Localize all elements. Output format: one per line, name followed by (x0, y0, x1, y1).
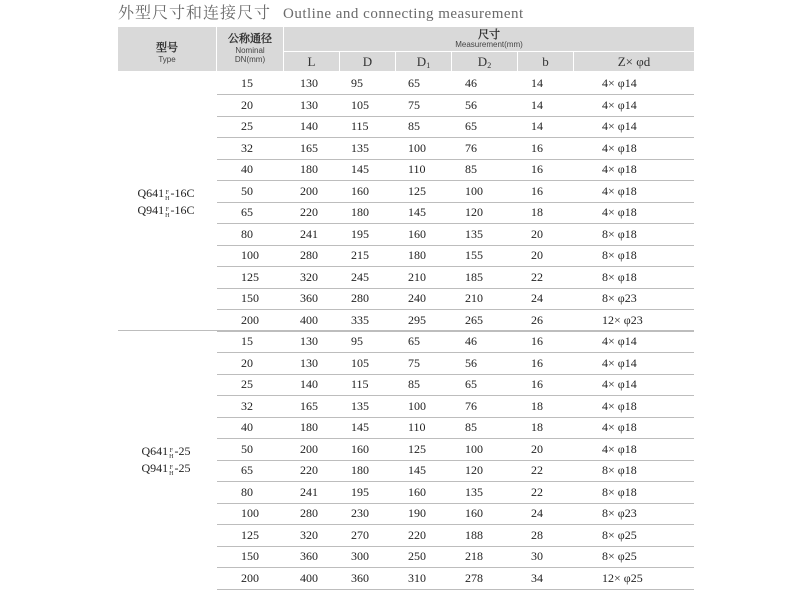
table-cell: 270 (351, 527, 369, 542)
header-nominal-dn (217, 27, 283, 71)
table-row (217, 525, 694, 547)
table-cell: 335 (351, 312, 369, 327)
table-cell: 80 (241, 226, 253, 241)
table-cell: 8× φ18 (602, 269, 637, 284)
table-cell: 140 (300, 119, 318, 133)
table-cell: 20 (531, 226, 543, 241)
table-cell: 150 (241, 549, 259, 563)
type-suffix-stack: F H (169, 465, 174, 477)
type-model: Q641 F H -16C (137, 186, 195, 202)
table-row (217, 245, 694, 267)
table-cell: 135 (351, 140, 369, 155)
table-cell: 130 (300, 334, 318, 348)
table-cell: 46 (465, 334, 477, 348)
table-cell: 180 (300, 162, 318, 176)
type-label (118, 185, 214, 219)
table-cell: 320 (300, 527, 318, 542)
table-cell: 160 (408, 226, 426, 241)
table-cell: 14 (531, 76, 543, 90)
table-row (217, 310, 694, 332)
table-row (217, 73, 694, 95)
table-cell: 220 (300, 205, 318, 219)
table-cell: 20 (241, 97, 253, 112)
table-cell: 150 (241, 291, 259, 305)
table-cell: 200 (300, 183, 318, 198)
table-cell: 4× φ18 (602, 205, 637, 219)
table-cell: 100 (241, 248, 259, 262)
table-cell: 360 (300, 291, 318, 305)
header-dn-en1: Nominal (235, 46, 265, 55)
table-cell: 8× φ18 (602, 463, 637, 477)
header-type-en: Type (158, 55, 176, 64)
table-cell: 180 (351, 205, 369, 219)
table-cell: 4× φ18 (602, 183, 637, 198)
table-cell: 280 (300, 506, 318, 520)
table-cell: 265 (465, 312, 483, 327)
table-cell: 100 (241, 506, 259, 520)
table-cell: 8× φ18 (602, 484, 637, 499)
table-cell: 241 (300, 226, 318, 241)
table-cell: 125 (241, 527, 259, 542)
table-cell: 20 (241, 355, 253, 370)
table-cell: 180 (351, 463, 369, 477)
table-row (217, 267, 694, 289)
table-cell: 16 (531, 377, 543, 391)
table-cell: 280 (351, 291, 369, 305)
table-cell: 4× φ14 (602, 97, 637, 112)
table-cell: 245 (351, 269, 369, 284)
table-cell: 115 (351, 119, 369, 133)
table-cell: 4× φ14 (602, 334, 637, 348)
table-cell: 4× φ18 (602, 162, 637, 176)
table-cell: 210 (465, 291, 483, 305)
table-cell: 125 (241, 269, 259, 284)
table-cell: 8× φ18 (602, 226, 637, 241)
table-cell: 22 (531, 463, 543, 477)
table-cell: 32 (241, 398, 253, 413)
table-row (217, 159, 694, 181)
table-cell: 28 (531, 527, 543, 542)
table-row (217, 396, 694, 418)
table-cell: 220 (408, 527, 426, 542)
table-cell: 12× φ25 (602, 570, 643, 585)
table-cell: 95 (351, 334, 363, 348)
header-dn-zh: 公称通径 (228, 32, 272, 45)
table-cell: 85 (465, 162, 477, 176)
table-cell: 4× φ14 (602, 355, 637, 370)
table-cell: 4× φ14 (602, 377, 637, 391)
table-cell: 400 (300, 312, 318, 327)
table-cell: 65 (408, 334, 420, 348)
col-header-d2: $D_2$ (452, 52, 517, 71)
table-cell: 125 (408, 183, 426, 198)
table-cell: 76 (465, 140, 477, 155)
table-row (217, 181, 694, 203)
table-cell: 130 (300, 76, 318, 90)
header-type-zh: 型号 (156, 41, 178, 54)
type-model: Q941 F H -16C (137, 203, 195, 219)
table-cell: 26 (531, 312, 543, 327)
type-model: Q941 F H -25 (141, 461, 191, 477)
table-row (217, 503, 694, 525)
table-row (217, 460, 694, 482)
table-cell: 320 (300, 269, 318, 284)
type-model: Q641 F H -25 (141, 444, 191, 460)
table-row (217, 568, 694, 590)
table-cell: 8× φ25 (602, 549, 637, 563)
table-row (217, 95, 694, 117)
table-cell: 210 (408, 269, 426, 284)
table-cell: 295 (408, 312, 426, 327)
table-cell: 215 (351, 248, 369, 262)
table-cell: 4× φ14 (602, 76, 637, 90)
table-cell: 135 (465, 226, 483, 241)
table-cell: 110 (408, 420, 426, 434)
table-row (217, 116, 694, 138)
table-row (217, 224, 694, 246)
table-cell: 160 (465, 506, 483, 520)
table-cell: 400 (300, 570, 318, 585)
table-cell: 16 (531, 334, 543, 348)
table-cell: 65 (241, 463, 253, 477)
table-cell: 8× φ25 (602, 527, 637, 542)
table-cell: 195 (351, 226, 369, 241)
table-cell: 250 (408, 549, 426, 563)
table-cell: 8× φ23 (602, 506, 637, 520)
table-cell: 22 (531, 484, 543, 499)
table-cell: 120 (465, 205, 483, 219)
table-cell: 56 (465, 97, 477, 112)
table-cell: 160 (408, 484, 426, 499)
table-cell: 40 (241, 162, 253, 176)
col-header-d: D (340, 52, 395, 71)
type-label (118, 443, 214, 477)
header-meas-en: Measurement(mm) (455, 40, 523, 49)
table-cell: 95 (351, 76, 363, 90)
table-cell: 130 (300, 97, 318, 112)
table-cell: 8× φ23 (602, 291, 637, 305)
table-cell: 75 (408, 97, 420, 112)
table-cell: 105 (351, 355, 369, 370)
table-cell: 165 (300, 140, 318, 155)
table-cell: 4× φ18 (602, 420, 637, 434)
title-zh: 外型尺寸和连接尺寸 (118, 3, 272, 22)
table-cell: 200 (241, 312, 259, 327)
table-cell: 110 (408, 162, 426, 176)
table-cell: 32 (241, 140, 253, 155)
table-row (217, 417, 694, 439)
table-cell: 14 (531, 119, 543, 133)
table-cell: 25 (241, 377, 253, 391)
table-cell: 4× φ14 (602, 119, 637, 133)
table-cell: 24 (531, 291, 543, 305)
table-cell: 145 (351, 420, 369, 434)
table-cell: 4× φ18 (602, 441, 637, 456)
table-cell: 190 (408, 506, 426, 520)
col-header-l: L (284, 52, 339, 71)
table-cell: 34 (531, 570, 543, 585)
table-cell: 200 (300, 441, 318, 456)
table-cell: 240 (408, 291, 426, 305)
table-cell: 200 (241, 570, 259, 585)
table-cell: 80 (241, 484, 253, 499)
col-header-b: b (518, 52, 573, 71)
table-cell: 65 (465, 377, 477, 391)
table-cell: 12× φ23 (602, 312, 643, 327)
table-cell: 100 (465, 441, 483, 456)
table-cell: 160 (351, 441, 369, 456)
table-row (217, 439, 694, 461)
table-cell: 155 (465, 248, 483, 262)
table-row (217, 288, 694, 310)
table-cell: 100 (408, 140, 426, 155)
table-cell: 360 (300, 549, 318, 563)
table-cell: 100 (408, 398, 426, 413)
table-cell: 46 (465, 76, 477, 90)
table-cell: 160 (351, 183, 369, 198)
table-cell: 278 (465, 570, 483, 585)
table-cell: 65 (408, 76, 420, 90)
table-cell: 65 (241, 205, 253, 219)
table-cell: 85 (465, 420, 477, 434)
table-row (217, 331, 694, 353)
table-cell: 220 (300, 463, 318, 477)
header-type (118, 27, 216, 71)
table-row (217, 374, 694, 396)
table-row (217, 202, 694, 224)
header-dn-en2: DN(mm) (234, 55, 266, 64)
table-cell: 18 (531, 420, 543, 434)
table-cell: 16 (531, 183, 543, 198)
table-cell: 65 (465, 119, 477, 133)
table-cell: 300 (351, 549, 369, 563)
table-row (217, 353, 694, 375)
table-cell: 85 (408, 119, 420, 133)
table-cell: 130 (300, 355, 318, 370)
table-cell: 76 (465, 398, 477, 413)
table-cell: 100 (465, 183, 483, 198)
table-cell: 4× φ18 (602, 140, 637, 155)
table-cell: 20 (531, 441, 543, 456)
table-cell: 8× φ18 (602, 248, 637, 262)
table-cell: 18 (531, 398, 543, 413)
table-cell: 25 (241, 119, 253, 133)
col-header-d1: $D_1$ (396, 52, 451, 71)
table-cell: 218 (465, 549, 483, 563)
table-row (217, 546, 694, 568)
table-cell: 85 (408, 377, 420, 391)
table-cell: 16 (531, 140, 543, 155)
table-cell: 105 (351, 97, 369, 112)
table-cell: 180 (408, 248, 426, 262)
table-cell: 195 (351, 484, 369, 499)
type-suffix-stack: F H (165, 207, 170, 219)
table-cell: 15 (241, 76, 253, 90)
table-cell: 145 (408, 463, 426, 477)
table-cell: 145 (408, 205, 426, 219)
header-measurement (284, 27, 694, 51)
table-cell: 115 (351, 377, 369, 391)
table-cell: 16 (531, 162, 543, 176)
table-cell: 135 (465, 484, 483, 499)
table-cell: 4× φ18 (602, 398, 637, 413)
table-cell: 135 (351, 398, 369, 413)
table-cell: 40 (241, 420, 253, 434)
table-cell: 16 (531, 355, 543, 370)
table-cell: 230 (351, 506, 369, 520)
table-cell: 75 (408, 355, 420, 370)
table-cell: 15 (241, 334, 253, 348)
table-cell: 24 (531, 506, 543, 520)
table-cell: 188 (465, 527, 483, 542)
table-cell: 50 (241, 441, 253, 456)
title-en: Outline and connecting measurement (283, 6, 524, 22)
table-cell: 280 (300, 248, 318, 262)
page-title (118, 1, 524, 25)
table-cell: 30 (531, 549, 543, 563)
header-meas-zh: 尺寸 (478, 28, 500, 41)
table-cell: 22 (531, 269, 543, 284)
table-cell: 145 (351, 162, 369, 176)
table-cell: 241 (300, 484, 318, 499)
table-cell: 360 (351, 570, 369, 585)
table-cell: 14 (531, 97, 543, 112)
type-suffix-stack: F H (165, 190, 170, 202)
table-cell: 125 (408, 441, 426, 456)
table-cell: 20 (531, 248, 543, 262)
table-cell: 18 (531, 205, 543, 219)
table-cell: 140 (300, 377, 318, 391)
table-cell: 56 (465, 355, 477, 370)
table-cell: 310 (408, 570, 426, 585)
table-row (217, 138, 694, 160)
type-suffix-stack: F H (169, 448, 174, 460)
table-cell: 180 (300, 420, 318, 434)
table-cell: 165 (300, 398, 318, 413)
table-cell: 185 (465, 269, 483, 284)
col-header-z-d: Z× φd (574, 52, 694, 71)
table-cell: 120 (465, 463, 483, 477)
table-cell: 50 (241, 183, 253, 198)
table-row (217, 482, 694, 504)
